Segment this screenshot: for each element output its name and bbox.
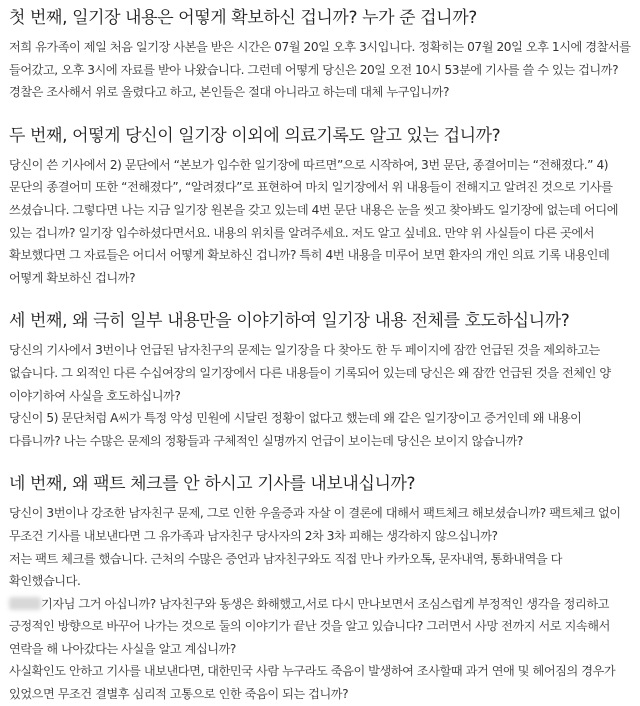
paragraph: 사실확인도 안하고 기사를 내보낸다면, 대한민국 사람 누구라도 죽음이 발생하여 조사할때 과거 연애 및 헤어짐의 경우가 있었으면 무조건 결별후 심리적 고통으로 인한 죽음이 되는 겁니까? — [9, 664, 616, 702]
paragraph: 저는 팩트 체크를 했습니다. 근처의 수많은 증언과 남자친구와도 직접 만나 카카오톡, 문자내역, 통화내역을 다 확인했습니다. — [9, 551, 563, 589]
paragraph: 당신이 5) 문단처럼 A씨가 특정 악성 민원에 시달린 정황이 없다고 했는데 왜 같은 일기장이고 증거인데 왜 내용이 다릅니까? 나는 수많은 문제의 정황들과 구체적인 실명까지 언급이 보이는데 당신은 보이지 않습니까? — [9, 411, 582, 448]
section-heading: 첫 번째, 일기장 내용은 어떻게 확보하신 겁니까? 누가 준 겁니까? — [9, 8, 477, 28]
paragraph: 당신이 3번이나 강조한 남자친구 문제, 그로 인한 우울증과 자살 이 결론에 대해서 팩트체크 해보셨습니까? 팩트체크 없이 무조건 기사를 내보낸다면 그 유가족과 남자친구 당사자의 2차 3차 피해는 생각하지 않으십니까? — [9, 506, 621, 543]
section-2 — [9, 124, 631, 290]
paragraph-text: 기자님 그거 아십니까? 남자친구와 동생은 화해했고,서로 다시 만나보면서 조심스럽게 부정적인 생각을 정리하고 긍정적인 방향으로 바꾸어 나가는 것으로 둘의 이야기가 끝난 것을 알고 있습니다? 그러면서 사망 전까지 서로 지속해서 연락을 해 나아갔다는 사실을 알고 계십니까? — [9, 596, 610, 656]
paragraph: 당신이 쓴 기사에서 2) 문단에서 “본보가 입수한 일기장에 따르면”으로 시작하여, 3번 문단, 종결어미는 “전해졌다.” 4) 문단의 종결어미 또한 “전해졌다”, “알려졌다”로 표현하여 마치 일기장에서 위 내용들이 전해지고 알려진 것으로 기사를 쓰셨습니다. 그렇다면 나는 지금 일기장 원본을 갖고 있는데 4번 문단 내용은 눈을 씻고 찾아봐도 일기장에 없는데 어디에 있는 겁니까? 일기장 입수하셨다면서요. 내용의 위치를 알려주세요. 저도 알고 싶네요. 만약 위 사실들이 다른 곳에서 확보했다면 그 자료들은 어디서 어떻게 확보하신 겁니까? 특히 4번 내용을 미루어 보면 환자의 개인 의료 기록 내용인데 어떻게 확보하신 겁니까? — [9, 157, 619, 285]
section-heading: 세 번째, 왜 극히 일부 내용만을 이야기하여 일기장 내용 전체를 호도하십니까? — [9, 311, 570, 332]
paragraph — [9, 593, 631, 661]
section-heading: 두 번째, 어떻게 당신이 일기장 이외에 의료기록도 알고 있는 겁니까? — [9, 125, 501, 146]
section-3 — [9, 309, 631, 452]
section-1 — [9, 6, 631, 104]
paragraph: 당신의 기사에서 3번이나 언급된 남자친구의 문제는 일기장을 다 찾아도 한 두 페이지에 잠깐 언급된 것을 제외하고는 없습니다. 그 외적인 다른 수십여장의 일기장에서 다른 내용들이 기록되어 있는데 당신은 왜 잠깐 언급된 것을 전체인 양 이야기하여 사실을 호도하십니까? — [9, 343, 611, 403]
paragraph: 저희 유가족이 제일 처음 일기장 사본을 받은 시간은 07월 20일 오후 3시입니다. 정확히는 07월 20일 오후 1시에 경찰서를 들어갔고, 오후 3시에 자료를 받아 나왔습니다. 그런데 어떻게 당신은 20일 오전 10시 53분에 기사를 쓸 수 있는 겁니까? 경찰은 조사해서 위로 올렸다고 하고, 본인들은 절대 아니라고 하는데 대체 누구입니까? — [9, 40, 631, 100]
section-heading: 네 번째, 왜 팩트 체크를 안 하시고 기사를 내보내십니까? — [9, 474, 416, 495]
section-4 — [9, 472, 631, 705]
redacted-name — [9, 597, 41, 610]
